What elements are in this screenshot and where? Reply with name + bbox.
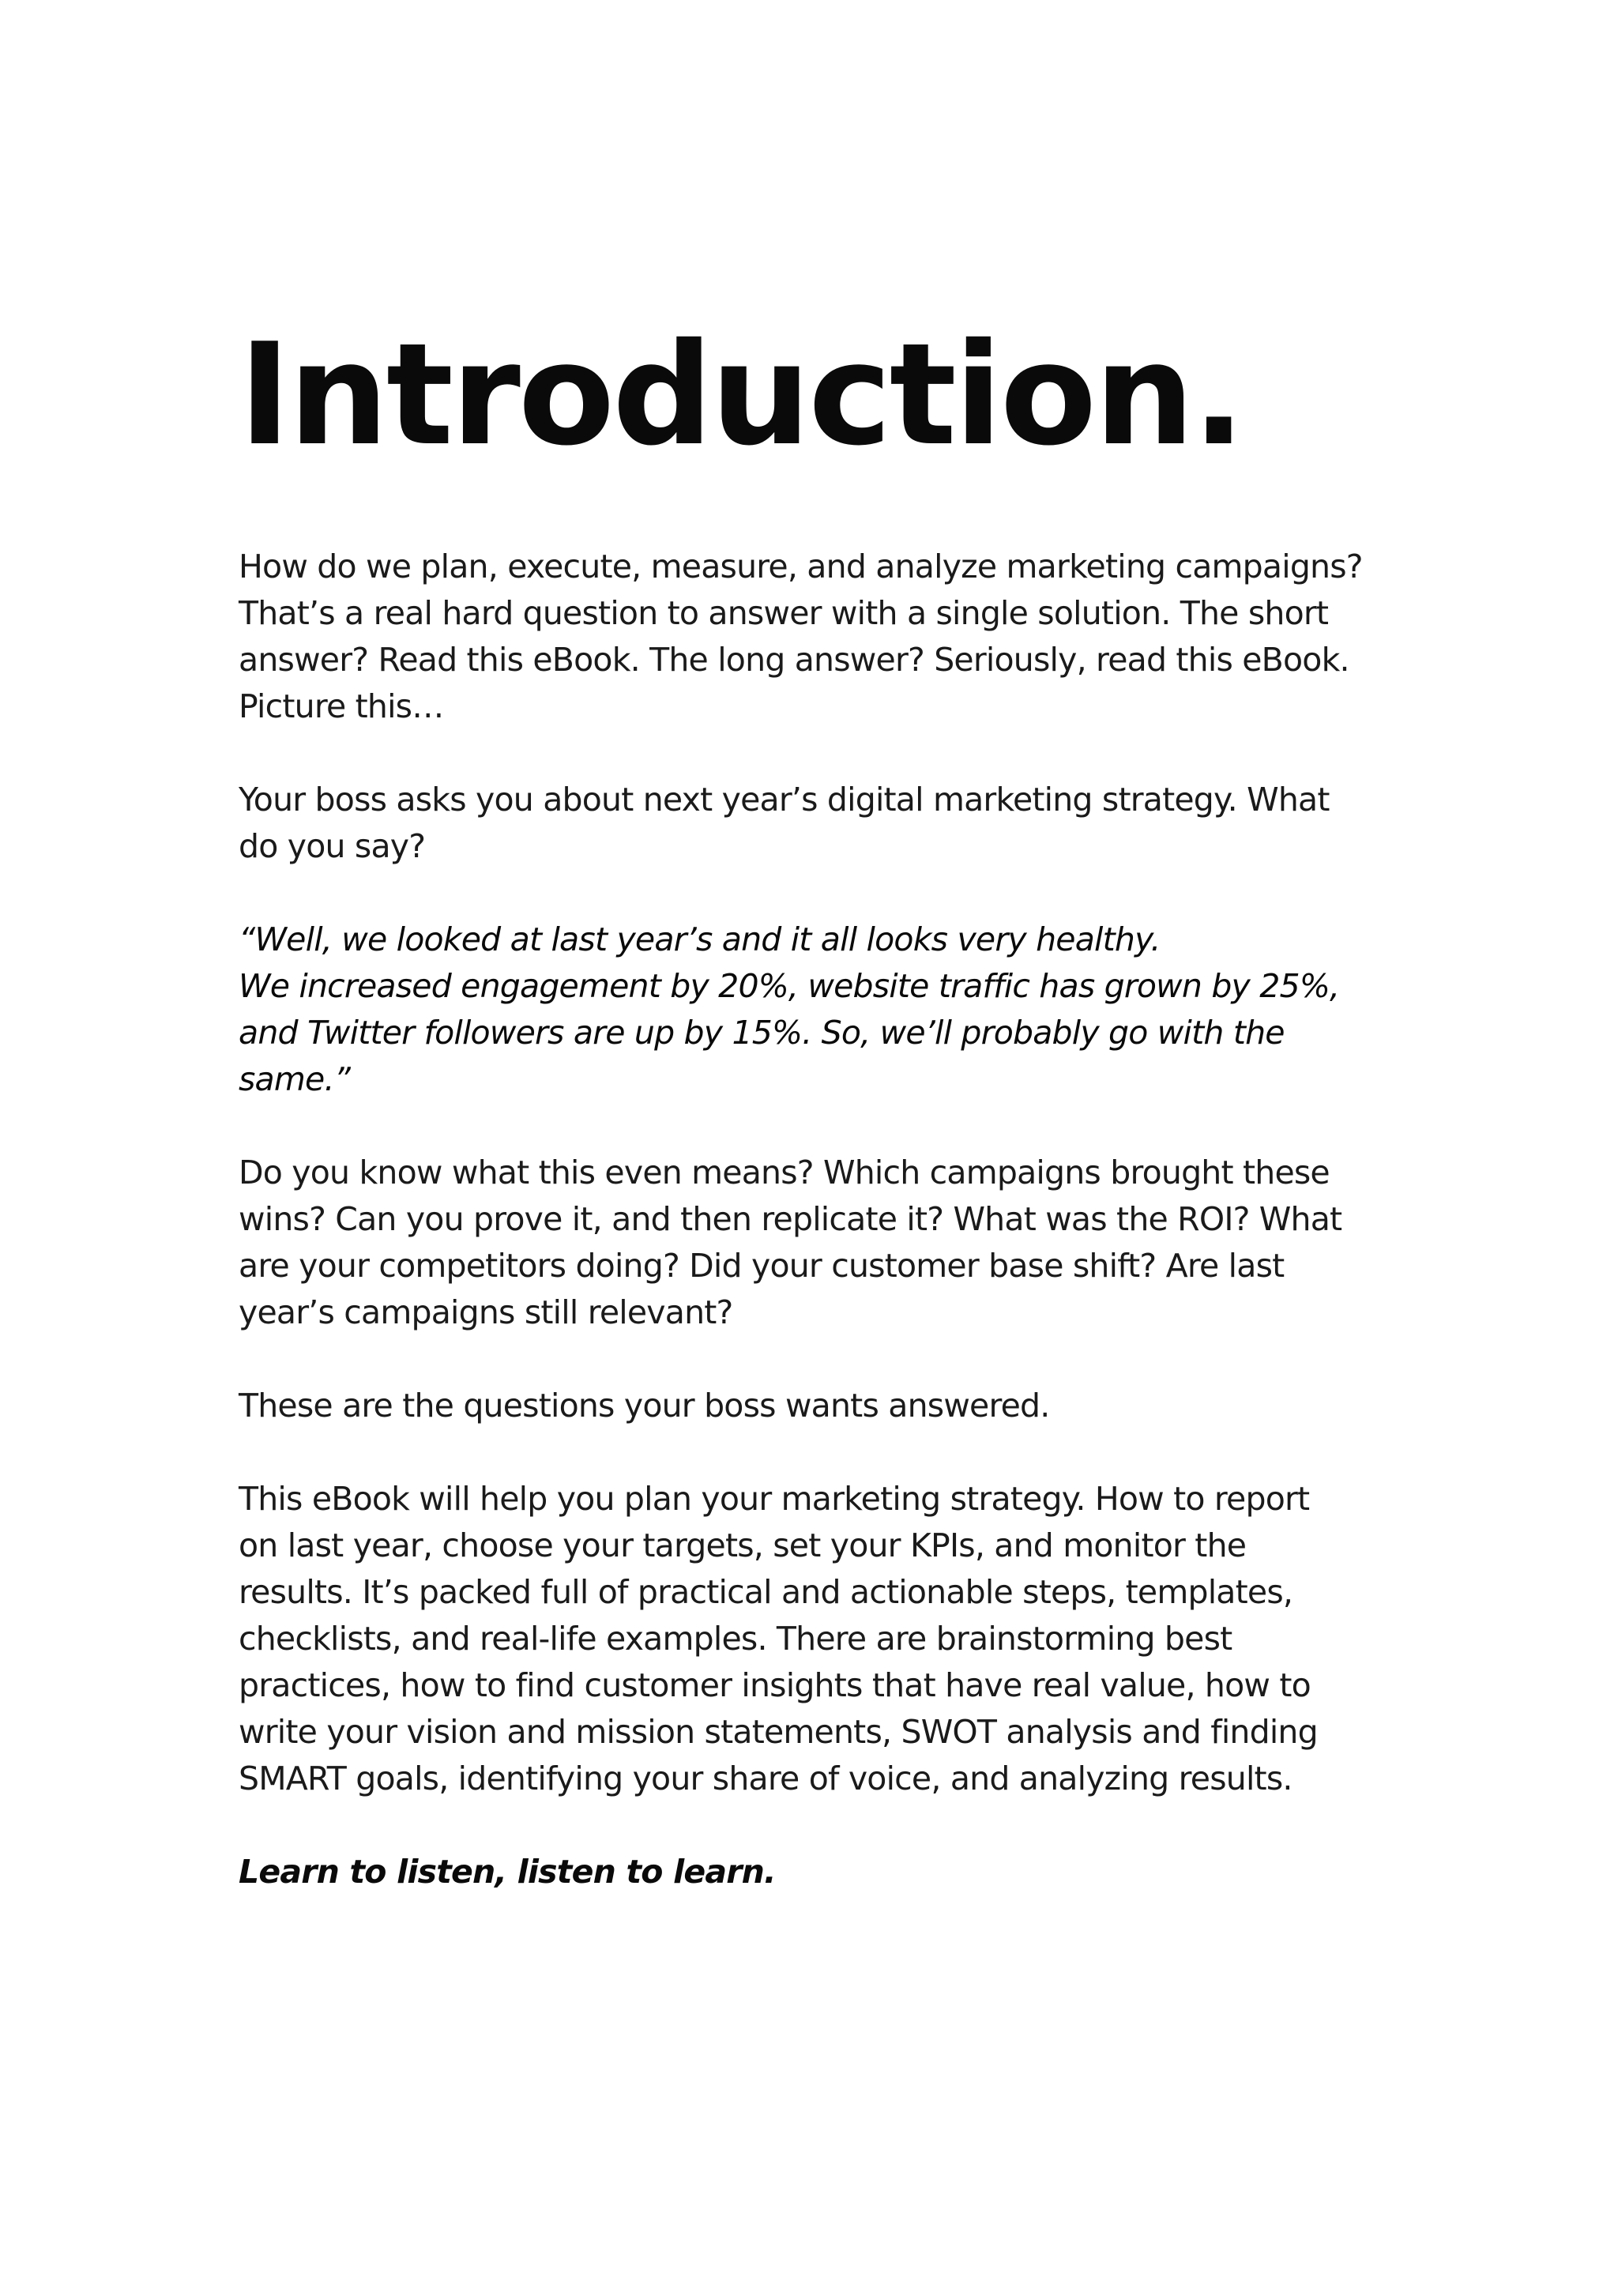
boss-wants-paragraph: These are the questions your boss wants answered. — [239, 1387, 1050, 1425]
intro-paragraph: How do we plan, execute, measure, and analyze marketing campaigns? That’s a real hard question to answer with a single solution. The short answer? Read this eBook. The long answer? Seriously, read this eBook. Picture this… — [239, 548, 1363, 725]
ebook-overview-paragraph: This eBook will help you plan your marketing strategy. How to report on last year, choose your targets, set your KPIs, and monitor the results. It’s packed full of practical and actionable steps, templates, checklists, and real-life examples. There are brainstorming best practices, how to find customer insights that have real value, how to write your vision and mission statements, SWOT analysis and finding SMART goals, identifying your share of voice, and analyzing results. — [239, 1480, 1318, 1797]
page-title: Introduction. — [239, 313, 1244, 476]
closing-tagline: Learn to listen, listen to learn. — [239, 1853, 776, 1891]
content-column — [239, 313, 1424, 1895]
questions-paragraph: Do you know what this even means? Which campaigns brought these wins? Can you prove it, and then replicate it? What was the ROI? What are your competitors doing? Did your customer base shift? Are last year’s campaigns still relevant? — [239, 1154, 1342, 1331]
quote-paragraph: “Well, we looked at last year’s and it all looks very healthy. We increased engagement by 20%, website traffic has grown by 25%, and Twitter followers are up by 15%. So, we’ll probably go with the same.” — [239, 920, 1340, 1098]
boss-question-paragraph: Your boss asks you about next year’s digital marketing strategy. What do you say? — [239, 781, 1330, 865]
body-text — [239, 544, 1424, 1895]
